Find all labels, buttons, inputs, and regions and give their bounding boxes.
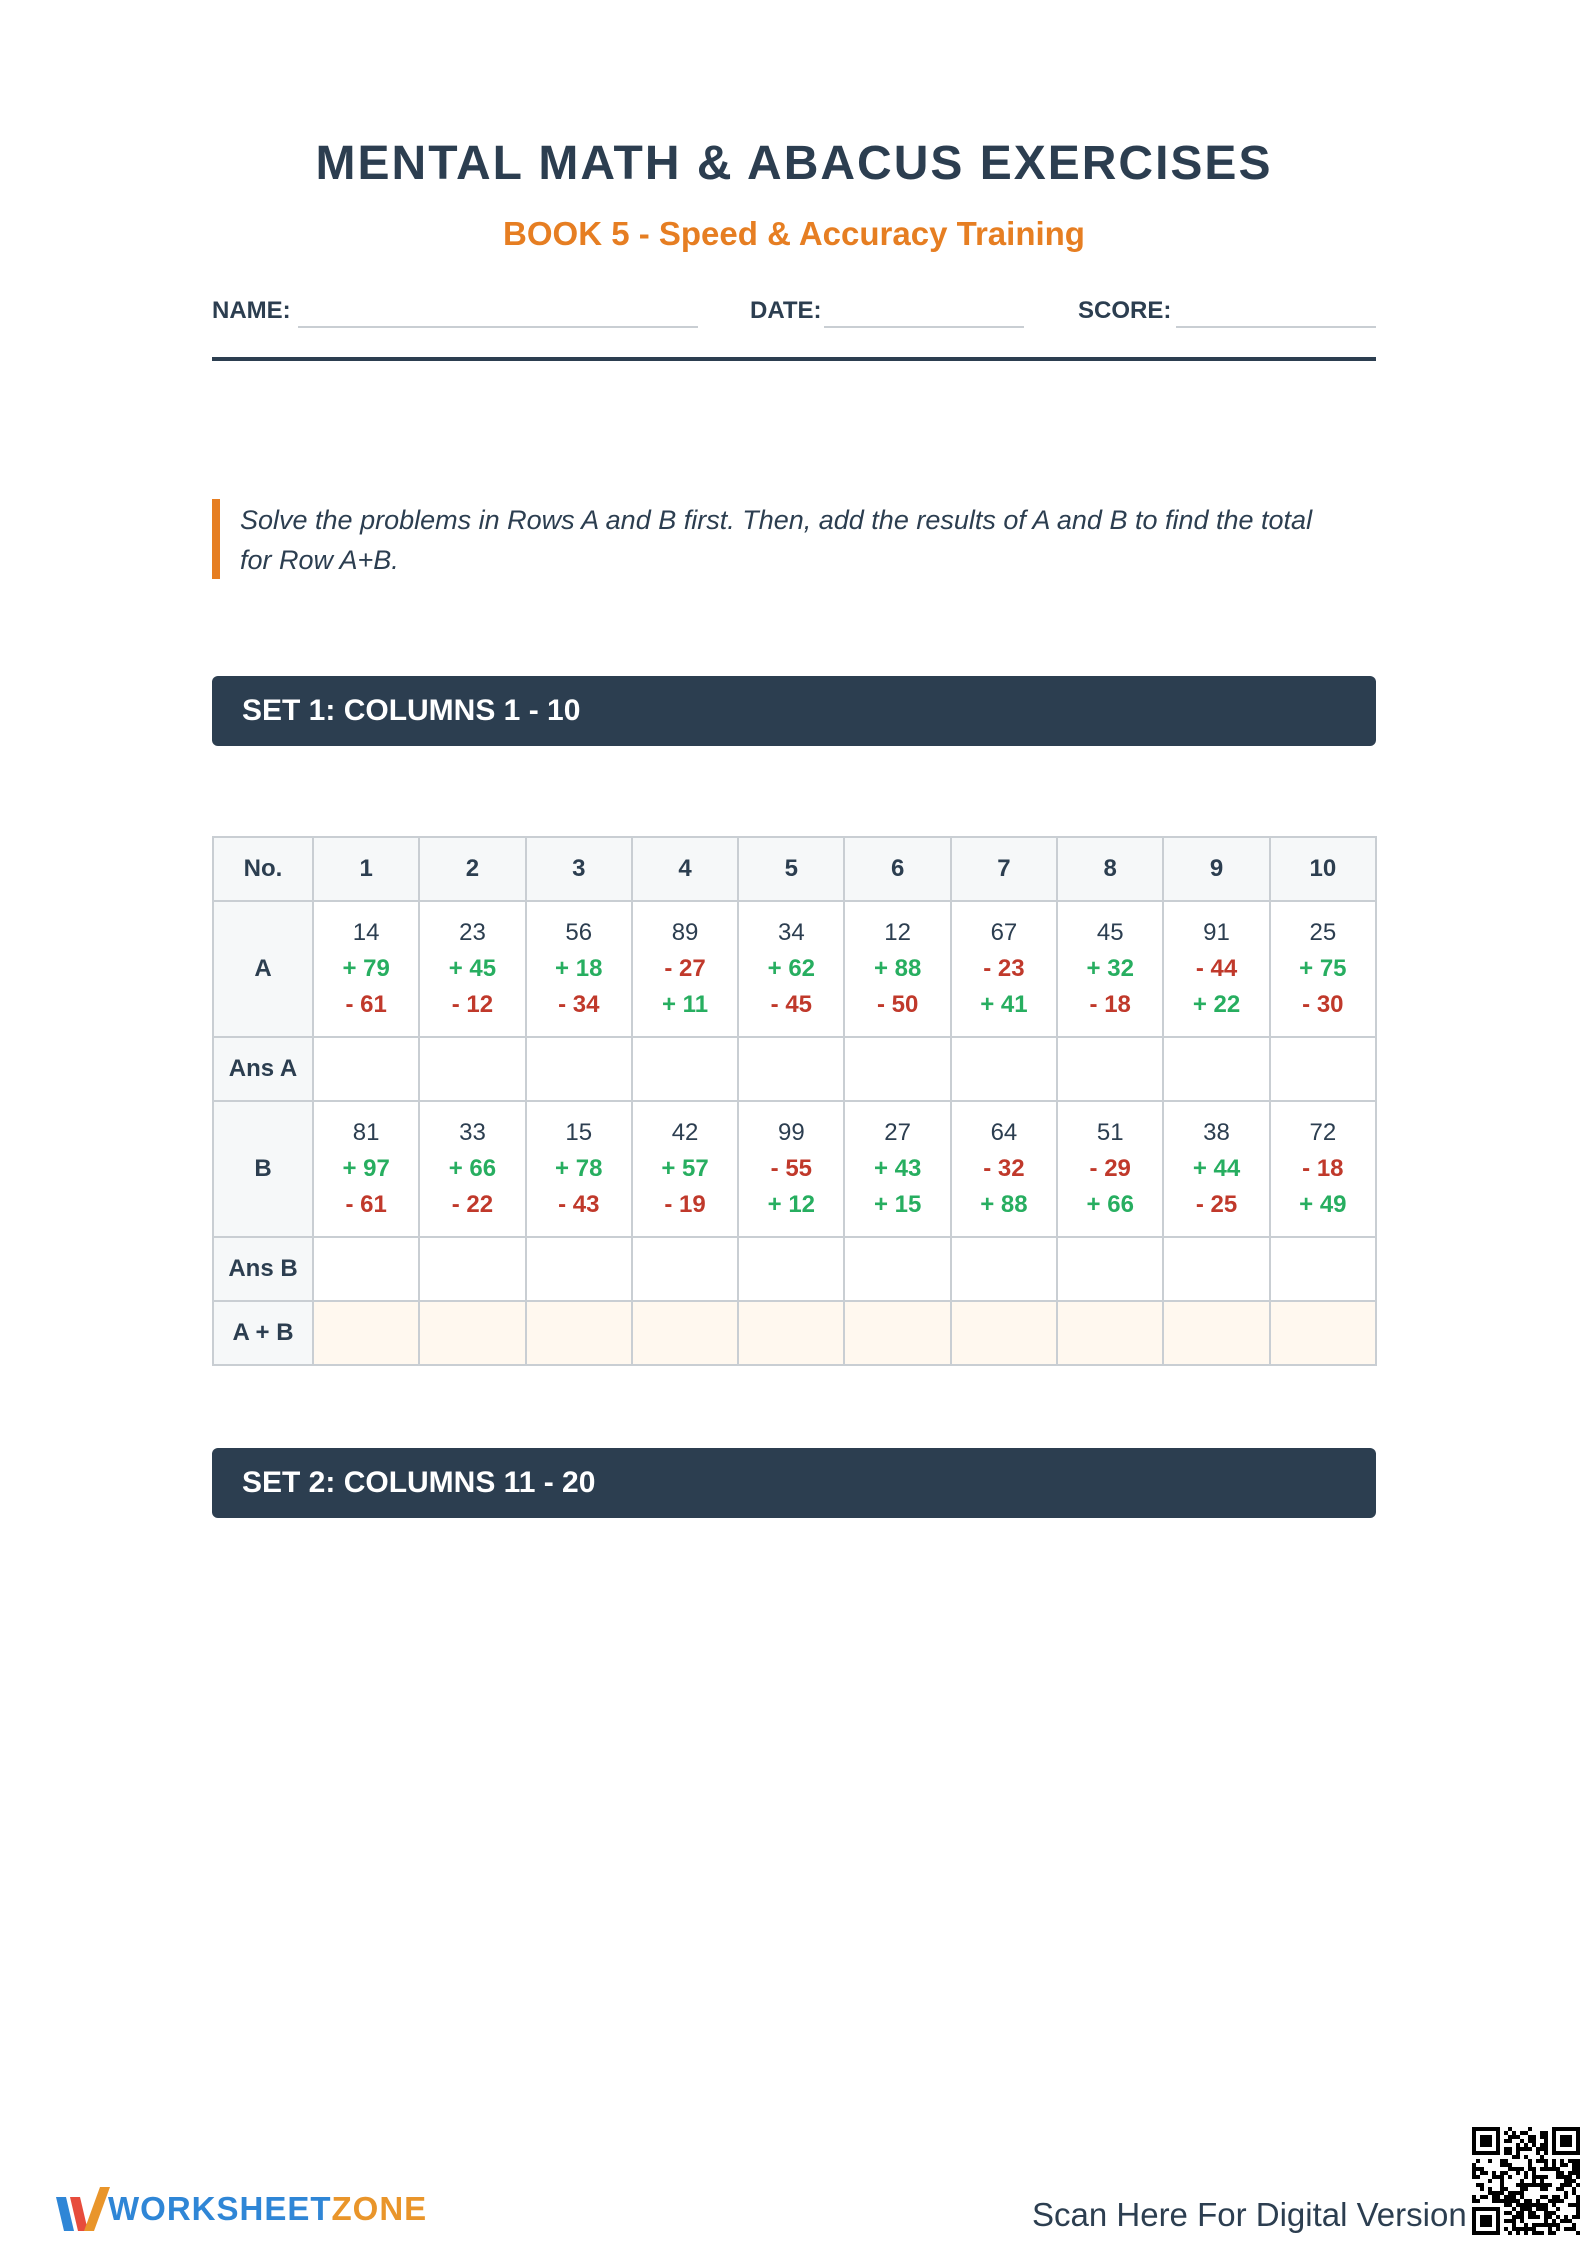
answer-cell-a[interactable]: [738, 1037, 844, 1101]
row-label-ans-a: Ans A: [213, 1037, 313, 1101]
operation-term: + 32: [1086, 955, 1134, 982]
problem-cell: [419, 1101, 525, 1237]
start-number: 14: [352, 919, 380, 946]
operation-term: + 97: [342, 1155, 390, 1182]
operation-term: + 11: [662, 991, 709, 1018]
operation-term: + 79: [342, 955, 390, 982]
operation-term: + 66: [448, 1155, 497, 1182]
problem-cell: [526, 1101, 632, 1237]
column-header: 7: [951, 837, 1057, 901]
problem-cell: [419, 901, 525, 1037]
start-number: 33: [459, 1119, 486, 1146]
answer-cell-a-plus-b[interactable]: [632, 1301, 738, 1365]
answer-cell-b[interactable]: [1057, 1237, 1163, 1301]
worksheetzone-logo-icon: [56, 2185, 112, 2235]
start-number: 67: [990, 919, 1018, 946]
column-header: 2: [419, 837, 525, 901]
operation-term: - 29: [1089, 1155, 1131, 1182]
operation-term: + 15: [873, 1191, 922, 1218]
answer-cell-a[interactable]: [632, 1037, 738, 1101]
answer-cell-a-plus-b[interactable]: [738, 1301, 844, 1365]
problem-cell: [844, 1101, 950, 1237]
row-a-plus-b: [213, 1301, 1376, 1365]
start-number: 12: [884, 919, 911, 946]
problem-cell: [313, 1101, 419, 1237]
answer-cell-b[interactable]: [844, 1237, 950, 1301]
answer-cell-a[interactable]: [1270, 1037, 1376, 1101]
instruction-accent-bar: [212, 499, 220, 579]
operation-term: + 49: [1299, 1191, 1347, 1218]
operation-term: + 41: [980, 991, 1028, 1018]
operation-term: - 61: [345, 1191, 387, 1218]
problem-cell: [951, 1101, 1057, 1237]
column-header: 4: [632, 837, 738, 901]
brand-name: WORKSHEETZONE: [108, 2190, 428, 2227]
start-number: 72: [1309, 1119, 1337, 1146]
table-header-row: [213, 837, 1376, 901]
answer-cell-a-plus-b[interactable]: [951, 1301, 1057, 1365]
start-number: 34: [777, 919, 805, 946]
answer-cell-b[interactable]: [632, 1237, 738, 1301]
name-field[interactable]: [298, 326, 698, 328]
start-number: 81: [352, 1119, 380, 1146]
header-divider: [212, 357, 1376, 361]
problem-cell: [1270, 901, 1376, 1037]
answer-cell-a-plus-b[interactable]: [526, 1301, 632, 1365]
operation-term: - 45: [770, 991, 813, 1018]
exercise-table: [212, 836, 1377, 1366]
start-number: 27: [884, 1119, 911, 1146]
row-ans-b: [213, 1237, 1376, 1301]
instruction-text: Solve the problems in Rows A and B first. Then, add the results of A and B to find the total for Row A+B.: [240, 505, 1313, 575]
answer-cell-a-plus-b[interactable]: [419, 1301, 525, 1365]
answer-cell-a[interactable]: [313, 1037, 419, 1101]
operation-term: + 62: [767, 955, 816, 982]
operation-term: - 25: [1195, 1191, 1238, 1218]
row-label-a-plus-b: A + B: [213, 1301, 313, 1365]
operation-term: - 18: [1302, 1155, 1344, 1182]
operation-term: - 30: [1302, 991, 1344, 1018]
problem-cell: [313, 901, 419, 1037]
start-number: 91: [1203, 919, 1230, 946]
score-field[interactable]: [1176, 326, 1376, 328]
start-number: 45: [1096, 919, 1124, 946]
row-b: [213, 1101, 1376, 1237]
operation-term: - 12: [451, 991, 494, 1018]
column-header: 8: [1057, 837, 1163, 901]
problem-cell: [1163, 901, 1269, 1037]
operation-term: + 78: [555, 1155, 603, 1182]
row-ans-a: [213, 1037, 1376, 1101]
row-label-a: A: [213, 901, 313, 1037]
operation-term: - 44: [1195, 955, 1238, 982]
operation-term: + 22: [1192, 991, 1241, 1018]
problem-cell: [1163, 1101, 1269, 1237]
row-a: [213, 901, 1376, 1037]
row-label-b: B: [213, 1101, 313, 1237]
operation-term: + 66: [1086, 1191, 1134, 1218]
operation-term: - 50: [876, 991, 919, 1018]
start-number: 23: [459, 919, 486, 946]
operation-term: - 23: [983, 955, 1025, 982]
qr-code-icon[interactable]: [1472, 2127, 1580, 2235]
operation-term: + 12: [767, 1191, 816, 1218]
scan-instruction: Scan Here For Digital Version: [1032, 2196, 1467, 2233]
operation-term: - 22: [451, 1191, 494, 1218]
operation-term: - 43: [558, 1191, 600, 1218]
operation-term: + 18: [555, 955, 603, 982]
column-header-no: No.: [213, 837, 313, 901]
problem-cell: [1057, 1101, 1163, 1237]
answer-cell-a-plus-b[interactable]: [1057, 1301, 1163, 1365]
start-number: 64: [990, 1119, 1018, 1146]
start-number: 15: [565, 1119, 593, 1146]
problem-cell: [738, 1101, 844, 1237]
operation-term: - 34: [558, 991, 600, 1018]
operation-term: + 43: [873, 1155, 922, 1182]
answer-cell-b[interactable]: [1163, 1237, 1269, 1301]
column-header: 9: [1163, 837, 1269, 901]
problem-cell: [632, 901, 738, 1037]
operation-term: + 75: [1299, 955, 1347, 982]
operation-term: + 45: [448, 955, 497, 982]
answer-cell-b[interactable]: [526, 1237, 632, 1301]
problem-cell: [1057, 901, 1163, 1037]
set-2-banner: SET 2: COLUMNS 11 - 20: [212, 1448, 1376, 1518]
column-header: 6: [844, 837, 950, 901]
answer-cell-a[interactable]: [526, 1037, 632, 1101]
operation-term: + 44: [1192, 1155, 1241, 1182]
start-number: 42: [671, 1119, 699, 1146]
problem-cell: [951, 901, 1057, 1037]
answer-cell-b[interactable]: [313, 1237, 419, 1301]
answer-cell-a[interactable]: [951, 1037, 1057, 1101]
operation-term: - 18: [1089, 991, 1131, 1018]
start-number: 25: [1309, 919, 1337, 946]
operation-term: - 27: [664, 955, 706, 982]
answer-cell-b[interactable]: [1270, 1237, 1376, 1301]
problem-cell: [526, 901, 632, 1037]
start-number: 56: [565, 919, 593, 946]
start-number: 38: [1203, 1119, 1230, 1146]
column-header: 3: [526, 837, 632, 901]
column-header: 10: [1270, 837, 1376, 901]
answer-cell-b[interactable]: [951, 1237, 1057, 1301]
answer-cell-a[interactable]: [1057, 1037, 1163, 1101]
answer-cell-a-plus-b[interactable]: [844, 1301, 950, 1365]
answer-cell-a-plus-b[interactable]: [1270, 1301, 1376, 1365]
worksheet-subtitle: BOOK 5 - Speed & Accuracy Training: [503, 215, 1085, 252]
start-number: 99: [777, 1119, 805, 1146]
operation-term: - 32: [983, 1155, 1025, 1182]
problem-cell: [632, 1101, 738, 1237]
operation-term: + 88: [980, 1191, 1028, 1218]
problem-cell: [1270, 1101, 1376, 1237]
operation-term: + 88: [873, 955, 922, 982]
date-field[interactable]: [824, 326, 1024, 328]
operation-term: - 19: [664, 1191, 706, 1218]
answer-cell-a-plus-b[interactable]: [1163, 1301, 1269, 1365]
operation-term: - 55: [770, 1155, 813, 1182]
name-label: NAME:: [212, 297, 291, 324]
set-1-banner: SET 1: COLUMNS 1 - 10: [212, 676, 1376, 746]
answer-cell-a[interactable]: [844, 1037, 950, 1101]
score-label: SCORE:: [1078, 297, 1172, 324]
problem-cell: [844, 901, 950, 1037]
start-number: 89: [671, 919, 699, 946]
start-number: 51: [1096, 1119, 1124, 1146]
problem-cell: [738, 901, 844, 1037]
column-header: 5: [738, 837, 844, 901]
operation-term: + 57: [661, 1155, 709, 1182]
row-label-ans-b: Ans B: [213, 1237, 313, 1301]
answer-cell-a[interactable]: [419, 1037, 525, 1101]
column-header: 1: [313, 837, 419, 901]
answer-cell-a-plus-b[interactable]: [313, 1301, 419, 1365]
answer-cell-b[interactable]: [419, 1237, 525, 1301]
date-label: DATE:: [750, 297, 822, 324]
worksheet-title: MENTAL MATH & ABACUS EXERCISES: [315, 137, 1273, 190]
answer-cell-a[interactable]: [1163, 1037, 1269, 1101]
operation-term: - 61: [345, 991, 387, 1018]
answer-cell-b[interactable]: [738, 1237, 844, 1301]
